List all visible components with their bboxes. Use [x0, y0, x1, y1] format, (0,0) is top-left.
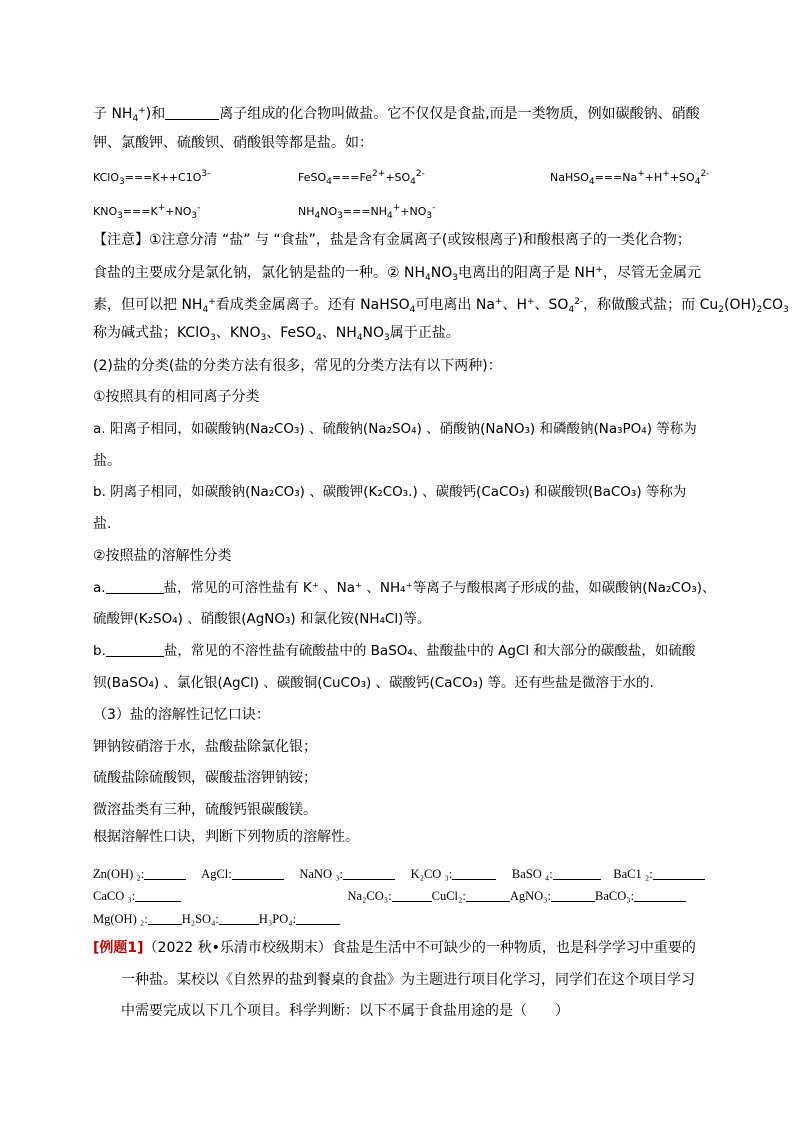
example-line-2: 一种盐。某校以《自然界的盐到餐桌的食盐》为主题进行项目化学习，同学们在这个项目学习 — [121, 972, 695, 988]
note-line-3: 素，但可以把 $NH_4^+$看成类金属离子。还有 NaHSO$_4$可电离出 Na+、H+、$SO_4^{2-}$，称做酸式盐；而 $Cu_2(OH)_2CO_3$ — [93, 297, 789, 315]
exercise-row-2: CaCO ₃: Na₂CO₃: CuCl₂: AgNO₃: BaCO₃: — [93, 884, 701, 908]
answer-blank[interactable] — [653, 879, 705, 880]
classify-method-2: ②按照盐的溶解性分类 — [93, 548, 232, 564]
mnemonic-title: （3）盐的溶解性记忆口诀： — [93, 707, 270, 723]
classify-method-1: ①按照具有的相同离子分类 — [93, 389, 260, 405]
equation-kno3: $KNO_3===K^++NO_3^-$ — [93, 203, 201, 221]
exercise-row-1: Zn(OH) ₂: AgCl: NaNO ₃: K₂CO ₃: BaSO ₄: BaC1 ₂: — [93, 862, 701, 886]
mnemonic-rule-3: 微溶盐类有三种，硫酸钙银碳酸镁。 — [93, 802, 317, 818]
classify-b-line-1: b. 阴离子相同，如碳酸钠(Na₂CO₃) 、碳酸钾(K₂CO₃.) 、碳酸钙(CaCO₃) 和碳酸钡(BaCO₃) 等称为 — [93, 484, 687, 500]
answer-blank[interactable] — [148, 924, 182, 925]
answer-blank[interactable] — [232, 879, 284, 880]
fill-blank[interactable] — [106, 656, 164, 657]
equation-nh4no3: $NH_4NO_3===NH_4^++NO_3^-$ — [298, 203, 436, 221]
classify-a-line-2: 盐。 — [93, 453, 121, 469]
mnemonic-rule-1: 钾钠铵硝溶于水，盐酸盐除氯化银； — [93, 739, 317, 755]
classify-b-line-2: 盐. — [93, 516, 112, 532]
intro-line-1: 子 $NH_4^+$)和 离子组成的化合物叫做盐。它不仅仅是食盐,而是一类物质，例如碳酸钠、硝酸 — [93, 106, 700, 124]
example-label: [例题1] — [93, 940, 144, 956]
example-line-3: 中需要完成以下几个项目。科学判断：以下不属于食盐用途的是（ ） — [121, 1003, 569, 1019]
answer-blank[interactable] — [634, 901, 686, 902]
fill-blank[interactable] — [165, 119, 219, 120]
soluble-line-2: 硫酸钾(K₂SO₄) 、硝酸银(AgNO₃) 和氯化铵(NH₄Cl)等。 — [93, 611, 431, 627]
answer-blank[interactable] — [553, 879, 601, 880]
soluble-line-1: a. 盐，常见的可溶性盐有 K⁺ 、Na⁺ 、NH₄⁺等离子与酸根离子形成的盐，如碳酸钠(Na₂CO₃)、 — [93, 580, 716, 596]
classify-title: (2)盐的分类(盐的分类方法有很多，常见的分类方法有以下两种)： — [93, 358, 502, 374]
example-line-1: [例题1]（2022 秋•乐清市校级期末）食盐是生活中不可缺少的一种物质，也是科学学习中重要的 — [93, 940, 696, 956]
answer-blank[interactable] — [135, 901, 181, 902]
classify-a-line-1: a. 阳离子相同，如碳酸钠(Na₂CO₃) 、硫酸钠(Na₂SO₄) 、硝酸钠(NaNO₃) 和磷酸钠(Na₃PO₄) 等称为 — [93, 421, 697, 437]
insoluble-line-2: 钡(BaSO₄) 、氯化银(AgCl) 、碳酸铜(CuCO₃) 、碳酸钙(CaCO₃) 等。还有些盐是微溶于水的. — [93, 675, 654, 691]
answer-blank[interactable] — [144, 879, 186, 880]
mnemonic-rule-2: 硫酸盐除硫酸钡，碳酸盐溶钾钠铵； — [93, 770, 317, 786]
note-line-2: 食盐的主要成分是氯化钠，氯化钠是盐的一种。② $NH_4NO_3$电离出的阳离子是 NH+，尽管无金属元 — [93, 265, 701, 283]
note-line-4: 称为碱式盐；KClO$_3$、$KNO_3$、FeSO$_4$、$NH_4NO_3$属于正盐。 — [93, 325, 460, 343]
equation-nahso4: $NaHSO_4===Na^++H^++SO_4^{2-}$ — [550, 169, 710, 187]
answer-blank[interactable] — [452, 879, 496, 880]
equation-kclo3: $KClO_3===K++C1O^{3-}$ — [93, 169, 211, 187]
intro-line-2: 钾、氯酸钾、硫酸钡、硝酸银等都是盐。如： — [93, 135, 373, 151]
answer-blank[interactable] — [219, 924, 259, 925]
answer-blank[interactable] — [392, 901, 432, 902]
mnemonic-task: 根据溶解性口诀，判断下列物质的溶解性。 — [93, 829, 359, 845]
answer-blank[interactable] — [296, 924, 340, 925]
exercise-row-3: Mg(OH) ₂: H₂SO₄: H₃PO₄: — [93, 907, 701, 931]
answer-blank[interactable] — [551, 901, 595, 902]
answer-blank[interactable] — [343, 879, 395, 880]
note-line-1: 【注意】①注意分清 “盐” 与 “食盐”，盐是含有金属离子(或铵根离子)和酸根离子的一类化合物； — [93, 232, 691, 248]
answer-blank[interactable] — [466, 901, 510, 902]
insoluble-line-1: b. 盐，常见的不溶性盐有硫酸盐中的 BaSO₄、盐酸盐中的 AgCl 和大部分的碳酸盐，如硫酸 — [93, 643, 696, 659]
equation-feso4: $FeSO_4===Fe^{2+}+SO_4^{2-}$ — [298, 169, 425, 187]
fill-blank[interactable] — [106, 593, 164, 594]
